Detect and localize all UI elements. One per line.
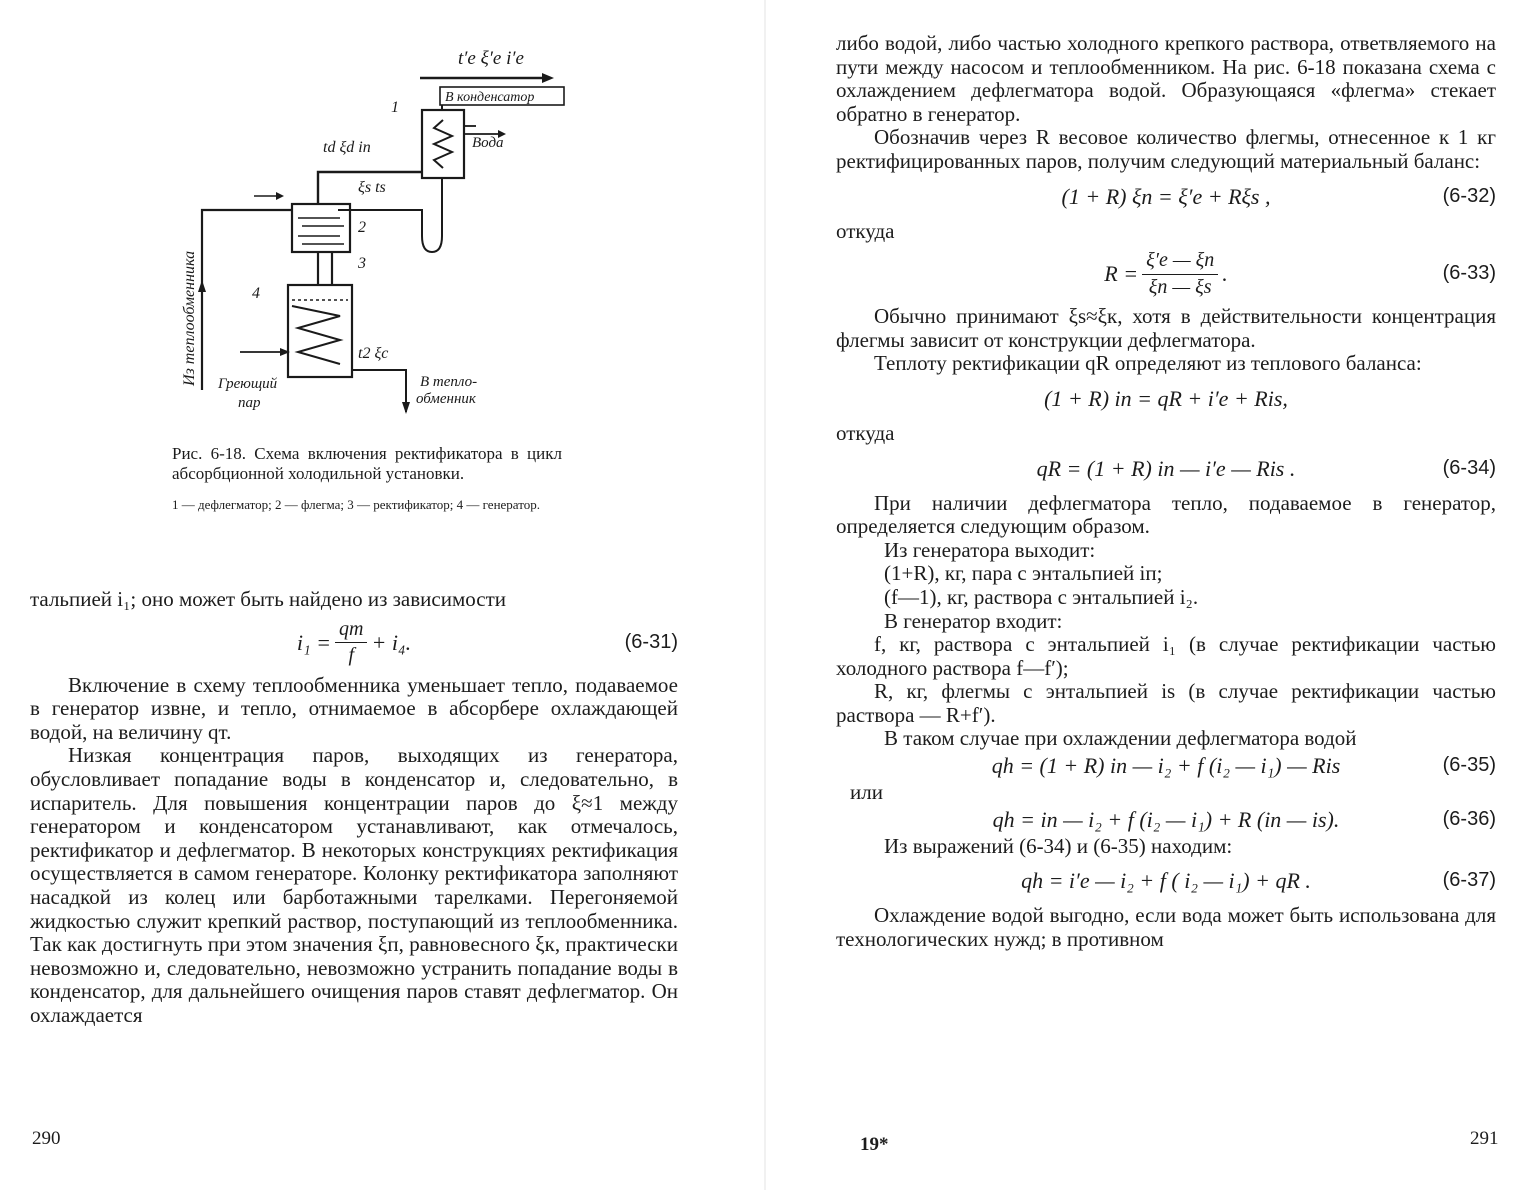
label-steam-2: пар xyxy=(238,395,261,411)
formula-rhs: . xyxy=(1222,261,1228,287)
fraction-numerator: ξ′e — ξп xyxy=(1142,249,1218,275)
label-td: td ξd in xyxy=(323,139,371,156)
formula-expression: qR = (1 + R) iп — i′e — Ris . xyxy=(1036,455,1296,481)
formula-rhs: + i₄. xyxy=(371,629,412,655)
rectifier-diagram xyxy=(180,40,580,440)
page-number: 291 xyxy=(1470,1128,1499,1149)
list-item: (f—1), кг, раствора с энтальпией i₂. xyxy=(884,584,1199,609)
label-steam-1: Греющий xyxy=(218,376,278,392)
fraction-denominator: ξп — ξs xyxy=(1148,275,1212,298)
equation-number: (6-32) xyxy=(1442,184,1496,207)
formula-heat-balance xyxy=(836,376,1496,422)
paragraph: Включение в схему теплообменника уменьшает тепло, подаваемое в генератор извне, и тепло, отнимаемое в абсорбере охлаждающей водой, на величину qт. xyxy=(30,672,678,744)
paragraph: тальпией i₁; оно может быть найдено из зависимости xyxy=(30,587,507,611)
right-text xyxy=(836,32,1496,951)
formula-6-32 xyxy=(836,174,1496,220)
paragraph: Обычно принимают ξs≈ξк, хотя в действительности концентрация флегмы зависит от конструкции дефлегматора. xyxy=(836,304,1496,352)
label-xs: ξs ts xyxy=(358,179,386,196)
label-1: 1 xyxy=(391,99,399,116)
formula-fraction xyxy=(335,618,367,668)
paragraph: Низкая концентрация паров, выходящих из генератора, обусловливает попадание воды в конденсатор и, следовательно, в испаритель. Для повышения концентрации паров до ξ≈1 между генератором и конденсатором устанавливают, как отмечалось, ректификатор и дефлегматор. В некоторых конструкциях ректификация осуществляется в самом генераторе. Колонку ректификатора заполняют насадкой из колец или барботажными тарелками. Перегоняемой жидкостью служит крепкий раствор, поступающий из теплообменника. Так как достигнуть при этом значения ξп, равновесного ξк, практически невозможно и, следовательно, невозможно устранить попадание воды в конденсатор, для дальнейшего очищения паров ставят дефлегматор. Он охлаждается xyxy=(30,743,678,1027)
formula-lhs: i₁ = xyxy=(296,629,332,655)
rectifier-diagram-svg xyxy=(180,40,580,440)
label-to-condenser: В конденсатор xyxy=(445,90,535,105)
fraction-denominator: f xyxy=(348,644,355,667)
formula-expression: qh = iп — i₂ + f (i₂ — i₁) + R (iп — is). xyxy=(992,806,1340,832)
signature-mark: 19* xyxy=(860,1134,889,1155)
formula-6-33 xyxy=(836,243,1496,305)
label-to-hx-1: В тепло- xyxy=(420,374,478,390)
label-out: t′e ξ′e i′e xyxy=(458,48,524,69)
formula-lhs: R = xyxy=(1104,261,1139,287)
paragraph: Теплоту ректификации qR определяют из теплового баланса: xyxy=(874,351,1422,376)
right-page xyxy=(766,0,1533,1190)
formula-6-35 xyxy=(836,751,1496,781)
formula-6-34 xyxy=(836,446,1496,492)
list-item: (1+R), кг, пара с энтальпией iп; xyxy=(884,561,1163,586)
paragraph: либо водой, либо частью холодного крепкого раствора, ответвляемого на пути между насосом и теплообменником. На рис. 6-18 показана схема с охлаждением дефлегматора водой. Образующаяся «флегма» стекает обратно в генератор. xyxy=(836,31,1496,126)
formula-expression: (1 + R) iп = qR + i′e + Ris, xyxy=(1044,386,1288,412)
formula-6-36 xyxy=(836,805,1496,835)
equation-number: (6-34) xyxy=(1442,456,1496,479)
equation-number: (6-31) xyxy=(624,630,678,653)
list-item: f, кг, раствора с энтальпией i₁ (в случае ректификации частью холодного раствора f—f′); xyxy=(836,632,1496,680)
label-2: 2 xyxy=(358,219,366,236)
connector-word: откуда xyxy=(836,218,895,243)
formula-expression: (1 + R) ξп = ξ′e + Rξs , xyxy=(1061,183,1271,209)
paragraph: В таком случае при охлаждении дефлегматора водой xyxy=(884,726,1357,751)
label-from-hx: Из теплообменника xyxy=(181,250,198,386)
caption-legend: 1 — дефлегматор; 2 — флегма; 3 — ректификатор; 4 — генератор. xyxy=(172,497,540,512)
formula-expression: qh = (1 + R) iп — i₂ + f (i₂ — i₁) — Ris xyxy=(991,753,1341,779)
left-text xyxy=(30,588,678,1028)
paragraph: Охлаждение водой выгодно, если вода может быть использована для технологических нужд; в противном xyxy=(836,903,1496,951)
formula-fraction xyxy=(1142,249,1218,299)
label-water: Вода xyxy=(472,135,504,151)
figure-caption xyxy=(172,444,562,513)
formula-expression: qh = i′e — i₂ + f ( i₂ — i₁) + qR . xyxy=(1021,868,1311,894)
list-item: R, кг, флегмы с энтальпией is (в случае ректификации частью раствора — R+f′). xyxy=(836,679,1496,727)
caption-title: Рис. 6-18. Схема включения ректификатора в цикл абсорбционной холодильной установки. xyxy=(172,444,562,483)
paragraph: Обозначив через R весовое количество флегмы, отнесенное к 1 кг ректифицированных паров, получим следующий материальный баланс: xyxy=(836,125,1496,173)
label-t2: t2 ξc xyxy=(358,345,389,362)
list-item: Из генератора выходит: xyxy=(884,537,1096,562)
formula-6-31 xyxy=(30,612,678,674)
list-item: В генератор входит: xyxy=(884,608,1063,633)
equation-number: (6-35) xyxy=(1442,754,1496,777)
label-4: 4 xyxy=(252,285,260,302)
equation-number: (6-36) xyxy=(1442,807,1496,830)
fraction-numerator: qт xyxy=(335,618,367,644)
label-3: 3 xyxy=(358,255,366,272)
connector-word: откуда xyxy=(836,420,895,445)
equation-number: (6-33) xyxy=(1442,262,1496,285)
paragraph: При наличии дефлегматора тепло, подаваемое в генератор, определяется следующим образом. xyxy=(836,490,1496,539)
formula-6-37 xyxy=(836,858,1496,904)
equation-number: (6-37) xyxy=(1442,869,1496,892)
left-page xyxy=(0,0,766,1190)
connector-word: или xyxy=(850,780,883,805)
page-number: 290 xyxy=(32,1128,61,1149)
label-to-hx-2: обменник xyxy=(416,391,476,407)
paragraph: Из выражений (6-34) и (6-35) находим: xyxy=(884,833,1233,858)
